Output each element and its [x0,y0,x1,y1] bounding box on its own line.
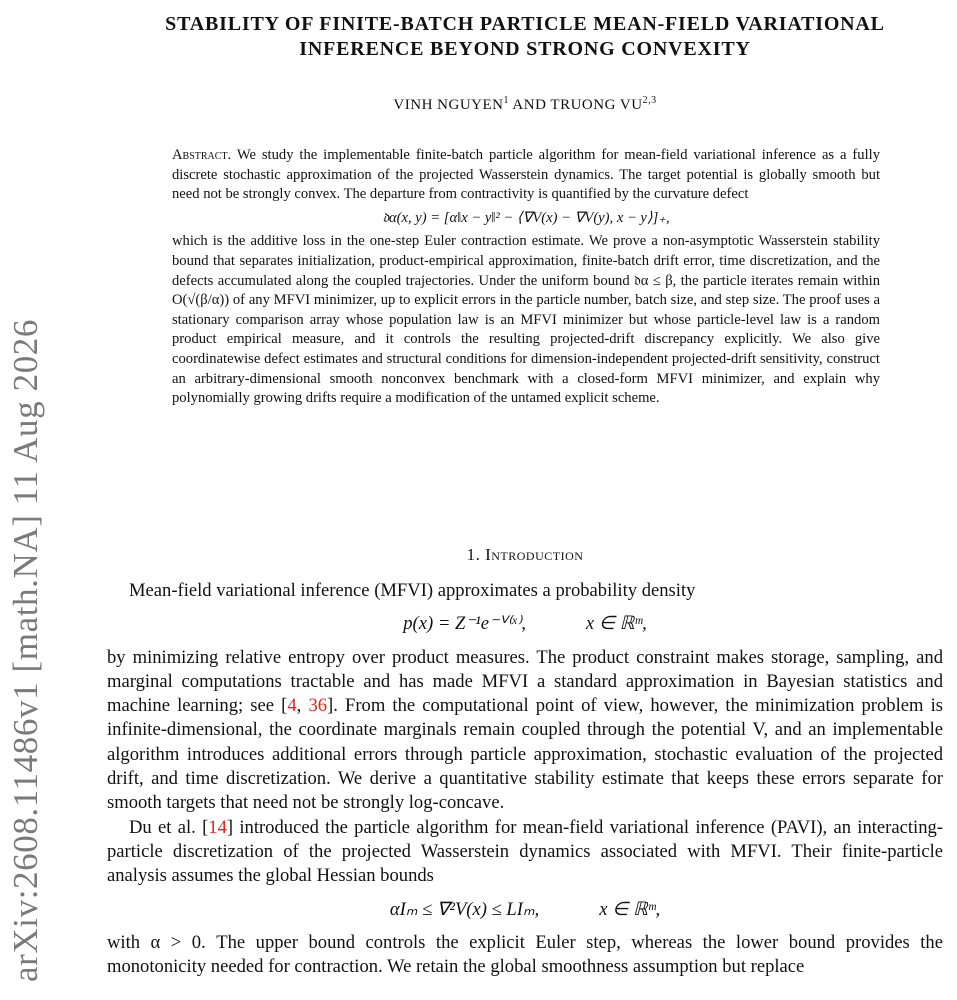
author-2: TRUONG VU [550,97,643,113]
intro-paragraph-4: with α > 0. The upper bound controls the explicit Euler step, whereas the lower bound provides the monotonicity needed for contraction. We retain the global smoothness assumption but replace [107,931,943,978]
title-line-1: STABILITY OF FINITE-BATCH PARTICLE MEAN-FIELD VARIATIONAL [165,13,885,35]
equation-hessian-bounds [107,898,943,922]
abstract-text-2: which is the additive loss in the one-step Euler contraction estimate. We prove a non-asymptotic Wasserstein stability bound that separates initialization, product-empirical approximation, finite-batch drift error, time discretization, and the defects accumulated along the coupled trajectories. Under the uniform bound 𝔡α ≤ β, the particle iterates remain within O(√(β/α)) of any MFVI minimizer, up to explicit errors in the particle number, batch size, and step size. The proof uses a stationary comparison array whose population law is an MFVI minimizer but whose particle-level law is a random product empirical measure, and it controls the resulting projected-drift discrepancy explicitly. We also give coordinatewise defect estimates and structural conditions for dimension-independent projected-drift sensitivity, construct an arbitrary-dimensional smooth nonconvex benchmark with a closed-form MFVI minimizer, and explain why polynomially growing drifts require a modification of the untamed explicit scheme. [172,233,880,407]
author-list [100,95,950,114]
citation-14[interactable]: 14 [208,816,227,838]
paper-title [100,12,950,62]
section-heading-introduction [100,545,950,565]
abstract-label: Abstract. [172,147,232,163]
equation-hessian-rhs: x ∈ ℝᵐ, [599,898,661,920]
intro-paragraph-1: Mean-field variational inference (MFVI) approximates a probability density [129,580,696,601]
title-line-2: INFERENCE BEYOND STRONG CONVEXITY [299,38,751,60]
equation-density [107,612,943,636]
intro-paragraph-3-text-b: ] introduced the particle algorithm for mean-field variational inference (PAVI), an interacting-particle discretization of the projected Wasserstein dynamics associated with MFVI. Their finite-particle analysis assumes the global Hessian bounds [107,816,943,887]
section-title: Introduction [485,545,584,564]
section-number: 1. [466,545,481,564]
intro-paragraph-3 [107,816,943,889]
intro-paragraph-3-text-a: Du et al. [ [129,816,209,838]
introduction-body [107,579,943,979]
abstract [172,146,880,409]
intro-paragraph-2-text-a: by minimizing relative entropy over product measures. The product constraint makes storage, sampling, and marginal computations tractable and has made MFVI a standard approximation in Bayesian statistics and machine learning; see [ [107,646,943,717]
citation-separator: , [296,695,309,717]
author-1-affiliation: 1 [503,95,509,106]
citation-36[interactable]: 36 [308,695,328,717]
intro-paragraph-2 [107,646,943,816]
abstract-text-1: We study the implementable finite-batch particle algorithm for mean-field variational inference as a fully discrete stochastic approximation of the projected Wasserstein dynamics. The target potential is globally smooth but need not be strongly convex. The departure from contractivity is quantified by the curvature defect [172,147,880,203]
author-1: VINH NGUYEN [393,97,504,113]
equation-hessian-lhs: αIₘ ≤ ∇²V(x) ≤ LIₘ, [389,898,540,920]
abstract-equation-curvature-defect: 𝔡α(x, y) = [α‖x − y‖² − ⟨∇V(x) − ∇V(y), x − y⟩]₊, [382,209,670,226]
equation-density-lhs: p(x) = Z⁻¹e⁻ⱽ⁽ˣ⁾, [403,613,526,635]
author-2-affiliation: 2,3 [642,95,657,106]
arxiv-identifier-stamp: arXiv:2608.11486v1 [math.NA] 11 Aug 2026 [6,318,45,982]
author-conjunction: AND [509,97,551,113]
equation-density-rhs: x ∈ ℝᵐ, [585,613,647,635]
intro-paragraph-2-text-b: ]. From the computational point of view, however, the minimization problem is infinite-dimensional, the coordinate marginals remain coupled through the potential V, and an implementable algorithm introduces additional errors through particle approximation, stochastic evaluation of the projected drift, and time discretization. We derive a quantitative stability estimate that keeps these errors separate for smooth targets that need not be strongly log-concave. [107,695,943,814]
abstract-paragraph-1 [172,146,880,205]
citation-4[interactable]: 4 [287,695,297,717]
